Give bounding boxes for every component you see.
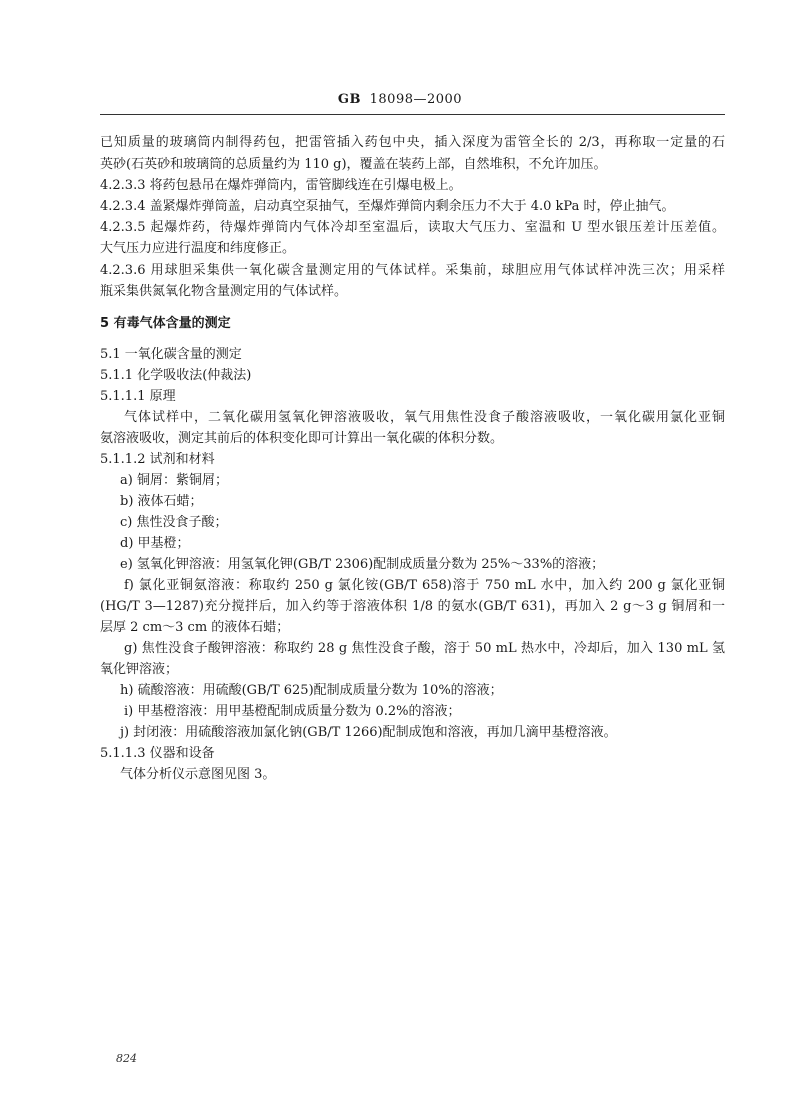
principle-paragraph: 气体试样中，二氧化碳用氢氧化钾溶液吸收，氧气用焦性没食子酸溶液吸收，一氧化碳用氯化亚铜 (124, 410, 725, 425)
list-item-h: h) 硫酸溶液：用硫酸(GB/T 625)配制成质量分数为 10%的溶液； (120, 683, 503, 698)
header-standard-code: 18098—2000 (369, 92, 463, 107)
page-number: 824 (116, 1052, 137, 1065)
text-line: 已知质量的玻璃筒内制得药包，把雷管插入药包中央，插入深度为雷管全长的 2/3，再称取一定量的石 (100, 135, 725, 150)
text-line: 氧化钾溶液； (100, 662, 179, 677)
page-header (0, 92, 800, 107)
clause-4-2-3-3: 4.2.3.3 将药包悬吊在爆炸弹筒内，雷管脚线连在引爆电极上。 (100, 178, 462, 193)
text-line: 氨溶液吸收，测定其前后的体积变化即可计算出一氧化碳的体积分数。 (100, 431, 504, 446)
list-item-j: j) 封闭液：用硫酸溶液加氯化钠(GB/T 1266)配制成饱和溶液，再加几滴甲基橙溶液。 (120, 725, 617, 740)
clause-4-2-3-4: 4.2.3.4 盖紧爆炸弹筒盖，启动真空泵抽气，至爆炸弹筒内剩余压力不大于 4.0 kPa 时，停止抽气。 (100, 199, 675, 214)
text-line: 气体分析仪示意图见图 3。 (120, 767, 276, 782)
header-gb: GB (337, 92, 361, 107)
list-item-f: f) 氯化亚铜氨溶液：称取约 250 g 氯化铵(GB/T 658)溶于 750 mL 水中，加入约 200 g 氯化亚铜 (124, 578, 725, 593)
section-5-1-1-1-heading: 5.1.1.1 原理 (100, 389, 176, 404)
section-5-1-1-2-heading: 5.1.1.2 试剂和材料 (100, 452, 215, 467)
section-5-1-1-heading: 5.1.1 化学吸收法(仲裁法) (100, 368, 252, 383)
list-item-i: i) 甲基橙溶液：用甲基橙配制成质量分数为 0.2%的溶液； (124, 704, 461, 719)
section-5-heading: 5 有毒气体含量的测定 (100, 316, 231, 331)
list-item-a: a) 铜屑：紫铜屑； (120, 473, 228, 488)
text-line: 大气压力应进行温度和纬度修正。 (100, 241, 296, 256)
section-5-1-heading: 5.1 一氧化碳含量的测定 (100, 347, 242, 362)
text-line: 层厚 2 cm～3 cm 的液体石蜡； (100, 620, 290, 635)
text-line: 瓶采集供氮氧化物含量测定用的气体试样。 (100, 284, 348, 299)
text-line: (HG/T 3—1287)充分搅拌后，加入约等于溶液体积 1/8 的氨水(GB/T 631)，再加入 2 g～3 g 铜屑和一 (100, 599, 725, 614)
list-item-e: e) 氢氧化钾溶液：用氢氧化钾(GB/T 2306)配制成质量分数为 25%～33%的溶液； (120, 557, 605, 572)
list-item-g: g) 焦性没食子酸钾溶液：称取约 28 g 焦性没食子酸，溶于 50 mL 热水中，冷却后，加入 130 mL 氢 (124, 641, 725, 656)
clause-4-2-3-6: 4.2.3.6 用球胆采集供一氧化碳含量测定用的气体试样。采集前，球胆应用气体试样冲洗三次；用采样 (100, 263, 725, 278)
list-item-b: b) 液体石蜡； (120, 494, 203, 509)
clause-4-2-3-5: 4.2.3.5 起爆炸药，待爆炸弹筒内气体冷却至室温后，读取大气压力、室温和 U 型水银压差计压差值。 (100, 220, 725, 235)
text-line: 英砂(石英砂和玻璃筒的总质量约为 110 g)，覆盖在装药上部，自然堆积，不允许加压。 (100, 157, 607, 172)
list-item-c: c) 焦性没食子酸； (120, 515, 228, 530)
list-item-d: d) 甲基橙； (120, 536, 190, 551)
section-5-1-1-3-heading: 5.1.1.3 仪器和设备 (100, 746, 215, 761)
header-rule (100, 114, 725, 115)
